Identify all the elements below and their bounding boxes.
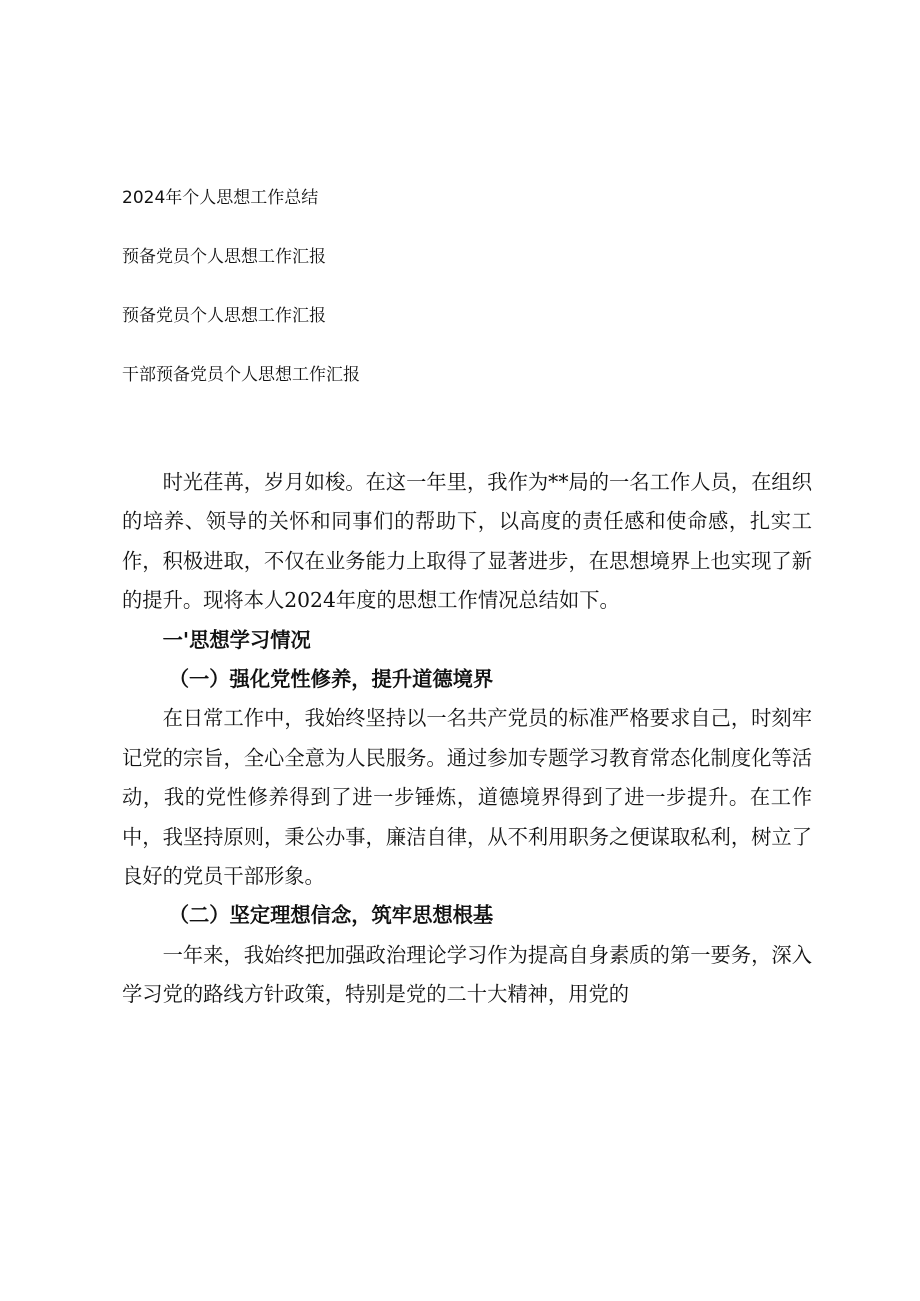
subsection-heading: （二）坚定理想信念，筑牢思想根基 bbox=[168, 903, 494, 928]
title-item: 干部预备党员个人思想工作汇报 bbox=[122, 365, 360, 385]
section-heading: 一'思想学习情况 bbox=[162, 627, 311, 652]
body-paragraph: 一年来，我始终把加强政治理论学习作为提高自身素质的第一要务，深入学习党的路线方针政策，特别是党的二十大精神，用党的 bbox=[122, 942, 812, 1007]
document-title-list bbox=[122, 183, 822, 419]
title-item: 预备党员个人思想工作汇报 bbox=[122, 306, 326, 326]
body-paragraph: 在日常工作中，我始终坚持以一名共产党员的标准严格要求自己，时刻牢记党的宗旨，全心全意为人民服务。通过参加专题学习教育常态化制度化等活动，我的党性修养得到了进一步锤炼，道德境界得到了进一步提升。在工作中，我坚持原则，秉公办事，廉洁自律，从不利用职务之便谋取私利，树立了良好的党员干部形象。 bbox=[122, 706, 812, 889]
document-body bbox=[122, 463, 812, 1015]
subsection-heading: （一）强化党性修养，提升道德境界 bbox=[168, 667, 494, 692]
title-item: 2024年个人思想工作总结 bbox=[122, 188, 319, 208]
title-item: 预备党员个人思想工作汇报 bbox=[122, 247, 326, 267]
intro-paragraph: 时光荏苒，岁月如梭。在这一年里，我作为**局的一名工作人员，在组织的培养、领导的关怀和同事们的帮助下，以高度的责任感和使命感，扎实工作，积极进取，不仅在业务能力上取得了显著进步，在思想境界上也实现了新的提升。现将本人2024年度的思想工作情况总结如下。 bbox=[122, 470, 812, 613]
